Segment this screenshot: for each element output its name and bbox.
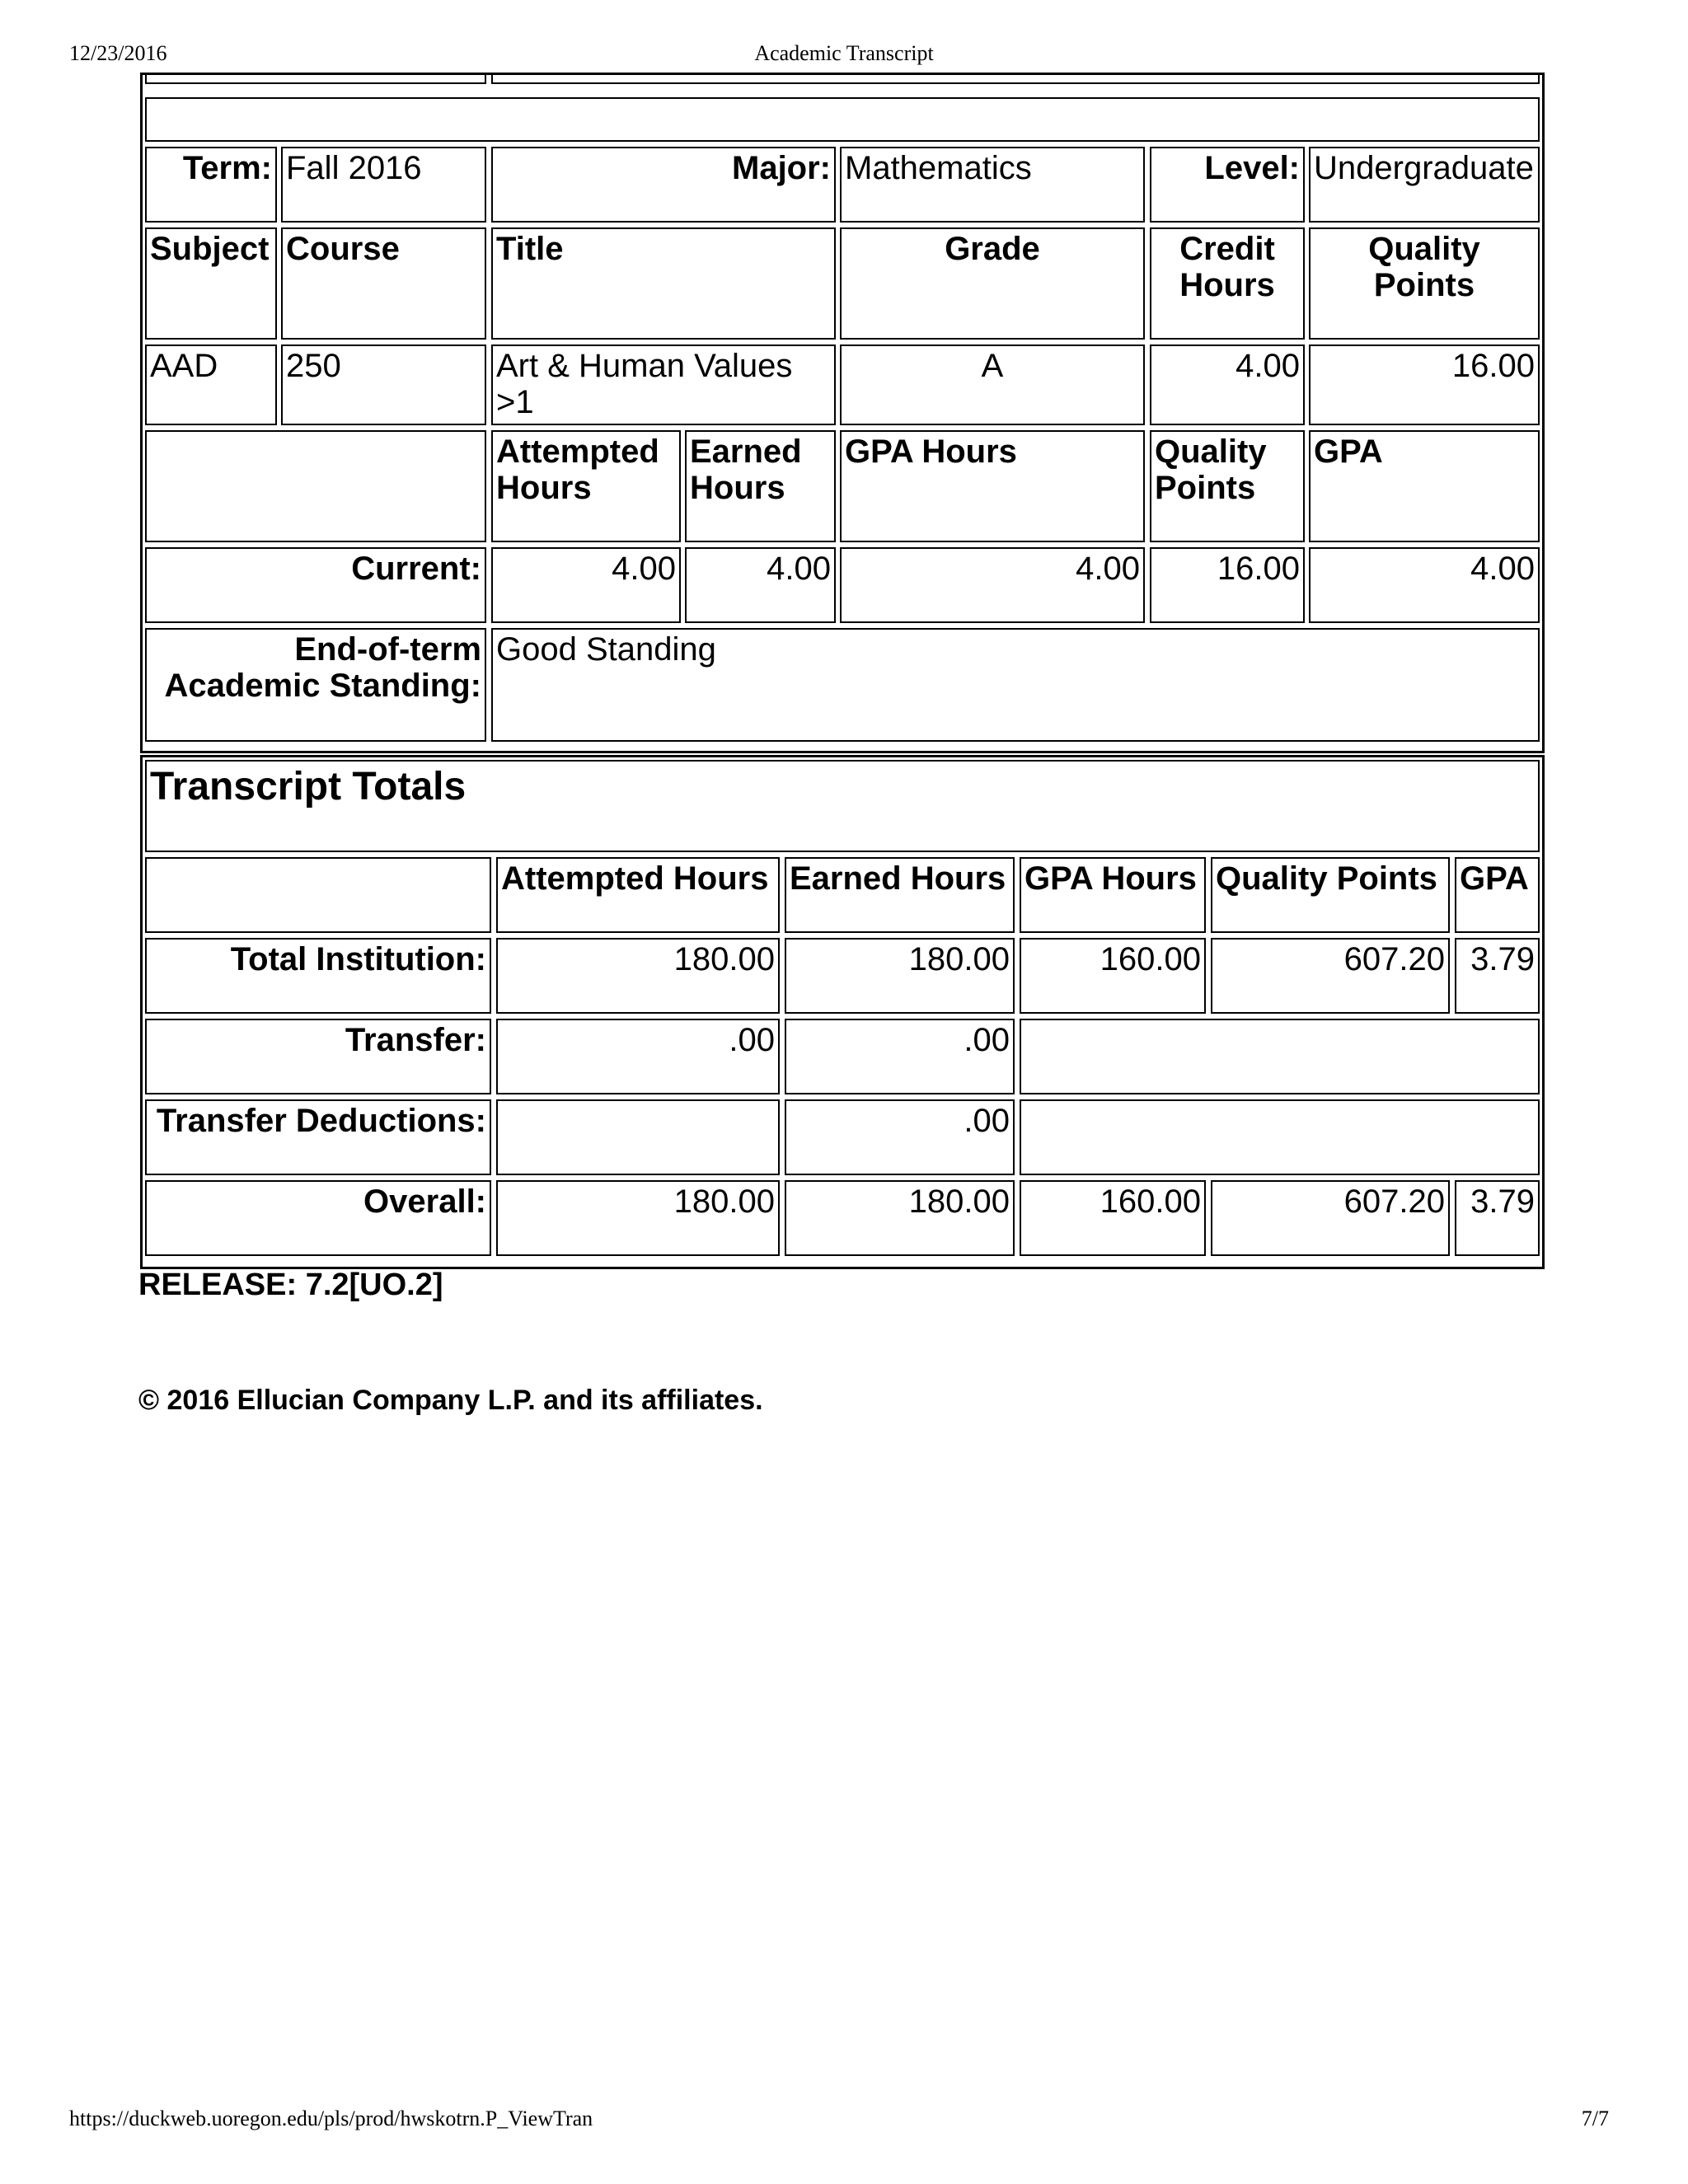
transfer-label: Transfer: xyxy=(145,1019,491,1094)
earned-hours-header: Earned Hours xyxy=(785,857,1015,933)
title-header: Title xyxy=(491,227,836,340)
page-number: 7/7 xyxy=(1581,2107,1609,2130)
attempted-hours-header: Attempted Hours xyxy=(496,857,780,933)
overall-gpa-hours: 160.00 xyxy=(1020,1180,1206,1256)
transfer-deductions-earned-hours: .00 xyxy=(785,1099,1015,1175)
course-credit-hours: 4.00 xyxy=(1150,344,1305,425)
quality-points-header: Quality Points xyxy=(1211,857,1450,933)
institution-earned-hours: 180.00 xyxy=(785,938,1015,1014)
totals-header-blank xyxy=(145,857,491,933)
level-value: Undergraduate xyxy=(1309,147,1540,223)
course-number: 250 xyxy=(281,344,486,425)
level-label: Level: xyxy=(1150,147,1305,223)
course-subject: AAD xyxy=(145,344,277,425)
current-gpa: 4.00 xyxy=(1309,547,1540,623)
transfer-attempted-hours: .00 xyxy=(496,1019,780,1094)
transfer-earned-hours: .00 xyxy=(785,1019,1015,1094)
institution-gpa-hours: 160.00 xyxy=(1020,938,1206,1014)
major-label: Major: xyxy=(491,147,836,223)
transfer-deductions-attempted-blank xyxy=(496,1099,780,1175)
prior-row-cell xyxy=(145,73,486,84)
gpa-hours-header: GPA Hours xyxy=(840,430,1145,542)
overall-label: Overall: xyxy=(145,1180,491,1256)
institution-gpa: 3.79 xyxy=(1455,938,1540,1014)
spacer-row xyxy=(145,97,1540,142)
current-gpa-hours: 4.00 xyxy=(840,547,1145,623)
subject-header: Subject xyxy=(145,227,277,340)
gpa-header: GPA xyxy=(1455,857,1540,933)
transcript-totals-title: Transcript Totals xyxy=(145,760,1540,852)
transfer-deductions-label: Transfer Deductions: xyxy=(145,1099,491,1175)
course-quality-points: 16.00 xyxy=(1309,344,1540,425)
earned-hours-header: Earned Hours xyxy=(685,430,836,542)
credit-hours-header: Credit Hours xyxy=(1150,227,1305,340)
current-quality-points: 16.00 xyxy=(1150,547,1305,623)
term-value: Fall 2016 xyxy=(281,147,486,223)
grade-header: Grade xyxy=(840,227,1145,340)
academic-standing-value: Good Standing xyxy=(491,628,1540,742)
overall-attempted-hours: 180.00 xyxy=(496,1180,780,1256)
page-title: Academic Transcript xyxy=(754,41,934,65)
transfer-blank xyxy=(1020,1019,1540,1094)
current-attempted-hours: 4.00 xyxy=(491,547,681,623)
overall-gpa: 3.79 xyxy=(1455,1180,1540,1256)
quality-points-header: Quality Points xyxy=(1150,430,1305,542)
institution-quality-points: 607.20 xyxy=(1211,938,1450,1014)
print-date: 12/23/2016 xyxy=(69,41,167,65)
institution-attempted-hours: 180.00 xyxy=(496,938,780,1014)
course-grade: A xyxy=(840,344,1145,425)
release-label: RELEASE: 7.2[UO.2] xyxy=(138,1268,443,1302)
current-earned-hours: 4.00 xyxy=(685,547,836,623)
gpa-hours-header: GPA Hours xyxy=(1020,857,1206,933)
total-institution-label: Total Institution: xyxy=(145,938,491,1014)
term-label: Term: xyxy=(145,147,277,223)
overall-quality-points: 607.20 xyxy=(1211,1180,1450,1256)
academic-standing-label: End-of-term Academic Standing: xyxy=(145,628,486,742)
major-value: Mathematics xyxy=(840,147,1145,223)
summary-header-blank xyxy=(145,430,486,542)
prior-row-cell xyxy=(491,73,1540,84)
quality-points-header: Quality Points xyxy=(1309,227,1540,340)
overall-earned-hours: 180.00 xyxy=(785,1180,1015,1256)
attempted-hours-header: Attempted Hours xyxy=(491,430,681,542)
course-title: Art & Human Values >1 xyxy=(491,344,836,425)
current-label: Current: xyxy=(145,547,486,623)
copyright-notice: © 2016 Ellucian Company L.P. and its affiliates. xyxy=(138,1385,763,1416)
course-header: Course xyxy=(281,227,486,340)
gpa-header: GPA xyxy=(1309,430,1540,542)
transfer-deductions-blank xyxy=(1020,1099,1540,1175)
page-url: https://duckweb.uoregon.edu/pls/prod/hwskotrn.P_ViewTran xyxy=(69,2107,593,2130)
